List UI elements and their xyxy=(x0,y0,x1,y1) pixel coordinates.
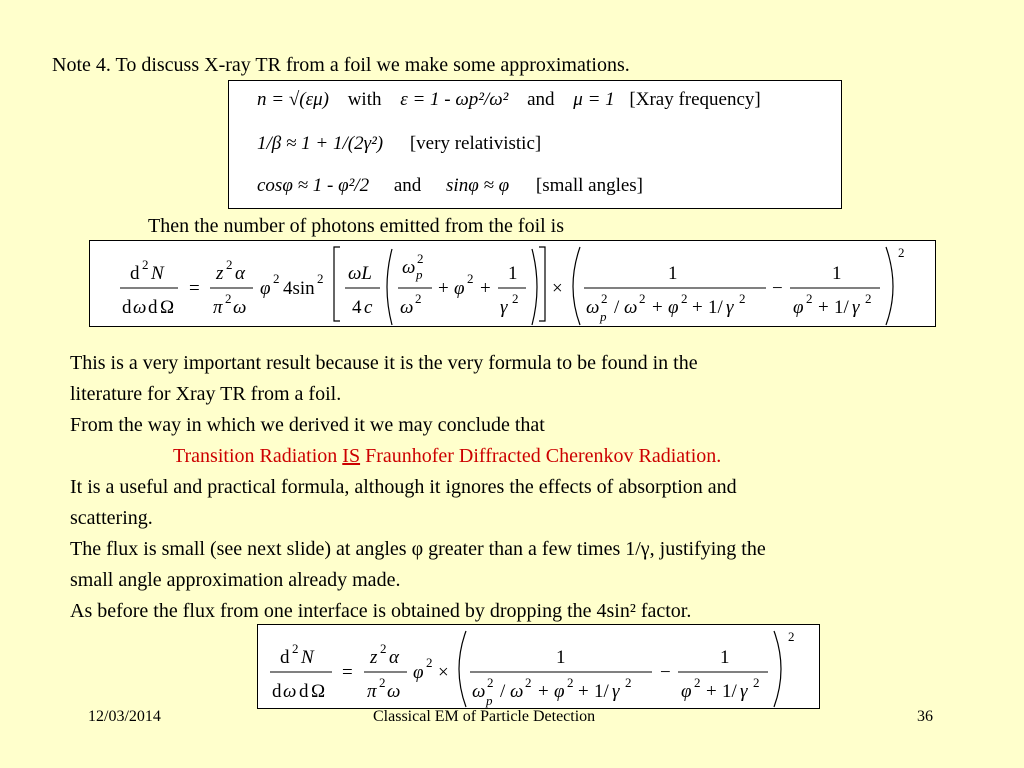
svg-text:Ω: Ω xyxy=(311,681,326,702)
svg-text:2: 2 xyxy=(601,291,608,306)
svg-text:ωL: ωL xyxy=(348,263,372,284)
svg-text:2: 2 xyxy=(694,675,701,690)
svg-text:2: 2 xyxy=(525,675,532,690)
svg-text:1: 1 xyxy=(832,263,842,284)
interface-formula-box xyxy=(257,624,820,709)
approx-math-sin: sinφ ≈ φ xyxy=(446,175,510,196)
svg-text:c: c xyxy=(364,297,373,318)
svg-text:2: 2 xyxy=(681,291,688,306)
approx-math-beta: 1/β ≈ 1 + 1/(2γ²) xyxy=(257,133,384,154)
svg-text:2: 2 xyxy=(567,675,574,690)
svg-text:ω: ω xyxy=(586,297,600,318)
svg-text:φ: φ xyxy=(681,681,692,702)
svg-text:2: 2 xyxy=(415,291,422,306)
svg-text:γ: γ xyxy=(500,297,508,318)
svg-text:ω: ω xyxy=(402,257,416,278)
svg-text:/: / xyxy=(500,681,506,702)
svg-text:2: 2 xyxy=(739,291,746,306)
approx-row-1 xyxy=(257,89,761,111)
main-formula-box xyxy=(89,240,936,327)
svg-text:γ: γ xyxy=(740,681,748,702)
paragraph-line-1: This is a very important result because it is the very formula to be found in the xyxy=(70,352,698,374)
svg-text:2: 2 xyxy=(625,675,632,690)
svg-text:×: × xyxy=(438,662,449,683)
svg-text:4: 4 xyxy=(352,297,362,318)
svg-text:2: 2 xyxy=(273,271,280,286)
svg-text:2: 2 xyxy=(379,675,386,690)
svg-text:=: = xyxy=(342,662,353,683)
footer-date: 12/03/2014 xyxy=(88,708,161,725)
highlight-before: Transition Radiation xyxy=(173,445,343,467)
svg-text:ω: ω xyxy=(472,681,486,702)
footer-title: Classical EM of Particle Detection xyxy=(373,708,596,725)
svg-text:/: / xyxy=(614,297,620,318)
approx-and: and xyxy=(527,89,555,110)
svg-text:2: 2 xyxy=(380,641,387,656)
svg-text:2: 2 xyxy=(487,675,494,690)
then-text: Then the number of photons emitted from the foil is xyxy=(148,215,565,237)
svg-text:2: 2 xyxy=(788,629,795,644)
svg-text:1/: 1/ xyxy=(708,297,723,318)
svg-text:φ: φ xyxy=(413,662,424,683)
approx-and-2: and xyxy=(393,175,422,196)
svg-text:α: α xyxy=(235,263,245,284)
svg-text:p: p xyxy=(600,309,607,324)
svg-text:2: 2 xyxy=(898,245,905,260)
svg-text:ω: ω xyxy=(400,297,414,318)
svg-text:z: z xyxy=(370,647,378,668)
paragraph-line-2: literature for Xray TR from a foil. xyxy=(70,383,342,405)
svg-text:×: × xyxy=(552,278,563,299)
svg-text:+: + xyxy=(818,297,829,318)
svg-text:2: 2 xyxy=(292,641,299,656)
paragraph2-line-5: As before the flux from one interface is obtained by dropping the 4sin² factor. xyxy=(70,600,692,622)
svg-text:φ: φ xyxy=(260,278,271,299)
main-formula xyxy=(90,241,935,326)
svg-text:1: 1 xyxy=(508,263,518,284)
paragraph2-line-2: scattering. xyxy=(70,507,153,529)
svg-text:+: + xyxy=(538,681,549,702)
svg-text:ω: ω xyxy=(624,297,638,318)
svg-text:γ: γ xyxy=(612,681,620,702)
svg-text:2: 2 xyxy=(226,257,233,272)
svg-text:1: 1 xyxy=(668,263,678,284)
svg-text:1: 1 xyxy=(556,647,566,668)
svg-text:−: − xyxy=(772,278,783,299)
approx-math-eps: ε = 1 - ωp²/ω² xyxy=(400,89,509,110)
svg-text:ω: ω xyxy=(387,681,401,702)
svg-text:d: d xyxy=(122,297,132,318)
svg-text:φ: φ xyxy=(554,681,565,702)
approx-math-n: n = √(εμ) xyxy=(257,89,329,110)
approx-with: with xyxy=(347,89,382,110)
svg-text:1/: 1/ xyxy=(834,297,849,318)
svg-text:2: 2 xyxy=(512,291,519,306)
svg-text:+: + xyxy=(706,681,717,702)
svg-text:ω: ω xyxy=(510,681,524,702)
highlight-is: IS xyxy=(342,445,361,467)
svg-text:1/: 1/ xyxy=(722,681,737,702)
svg-text:d: d xyxy=(130,263,140,284)
svg-text:ω: ω xyxy=(133,297,147,318)
approx-math-mu: μ = 1 xyxy=(573,89,615,110)
approx-note-small-angles: [small angles] xyxy=(535,175,644,196)
svg-text:+: + xyxy=(692,297,703,318)
svg-text:4sin: 4sin xyxy=(283,278,315,299)
svg-text:ω: ω xyxy=(233,297,247,318)
approx-note-relativistic: [very relativistic] xyxy=(409,133,542,154)
svg-text:2: 2 xyxy=(417,251,424,266)
highlight-after: Fraunhofer Diffracted Cherenkov Radiation. xyxy=(360,445,722,467)
footer-page-number: 36 xyxy=(917,708,933,725)
svg-text:2: 2 xyxy=(142,257,149,272)
svg-text:2: 2 xyxy=(753,675,760,690)
svg-text:−: − xyxy=(660,662,671,683)
approx-row-2 xyxy=(257,133,541,155)
svg-text:α: α xyxy=(389,647,399,668)
svg-text:+: + xyxy=(578,681,589,702)
paragraph2-line-4: small angle approximation already made. xyxy=(70,569,401,591)
svg-text:1/: 1/ xyxy=(594,681,609,702)
svg-text:=: = xyxy=(189,278,200,299)
paragraph-line-3: From the way in which we derived it we may conclude that xyxy=(70,414,545,436)
svg-text:2: 2 xyxy=(865,291,872,306)
svg-text:+: + xyxy=(480,278,491,299)
svg-text:d: d xyxy=(299,681,309,702)
approx-note-xray: [Xray frequency] xyxy=(629,89,761,110)
svg-text:2: 2 xyxy=(426,655,433,670)
svg-text:+: + xyxy=(438,278,449,299)
svg-text:ω: ω xyxy=(283,681,297,702)
svg-text:p: p xyxy=(486,693,493,708)
svg-text:2: 2 xyxy=(639,291,646,306)
note-title: Note 4. To discuss X-ray TR from a foil we make some approximations. xyxy=(52,54,630,76)
interface-formula xyxy=(258,625,819,708)
svg-text:2: 2 xyxy=(225,291,232,306)
svg-text:d: d xyxy=(280,647,290,668)
svg-text:2: 2 xyxy=(317,271,324,286)
approx-row-3 xyxy=(257,175,643,197)
svg-text:2: 2 xyxy=(467,271,474,286)
svg-text:1: 1 xyxy=(720,647,730,668)
svg-text:z: z xyxy=(216,263,224,284)
paragraph2-line-3: The flux is small (see next slide) at angles φ greater than a few times 1/γ, justifying the xyxy=(70,538,766,560)
svg-text:γ: γ xyxy=(852,297,860,318)
svg-text:p: p xyxy=(416,267,423,282)
svg-text:N: N xyxy=(151,263,164,284)
svg-text:d: d xyxy=(272,681,282,702)
svg-text:φ: φ xyxy=(454,278,465,299)
svg-text:π: π xyxy=(367,681,377,702)
approximations-box xyxy=(228,80,842,209)
svg-text:φ: φ xyxy=(793,297,804,318)
svg-text:π: π xyxy=(213,297,223,318)
approx-math-cos: cosφ ≈ 1 - φ²/2 xyxy=(257,175,370,196)
svg-text:2: 2 xyxy=(806,291,813,306)
svg-text:φ: φ xyxy=(668,297,679,318)
highlight-statement xyxy=(173,441,721,472)
paragraph2-line-1: It is a useful and practical formula, although it ignores the effects of absorption and xyxy=(70,476,737,498)
svg-text:+: + xyxy=(652,297,663,318)
svg-text:Ω: Ω xyxy=(160,297,175,318)
svg-text:N: N xyxy=(301,647,314,668)
svg-text:γ: γ xyxy=(726,297,734,318)
svg-text:d: d xyxy=(148,297,158,318)
